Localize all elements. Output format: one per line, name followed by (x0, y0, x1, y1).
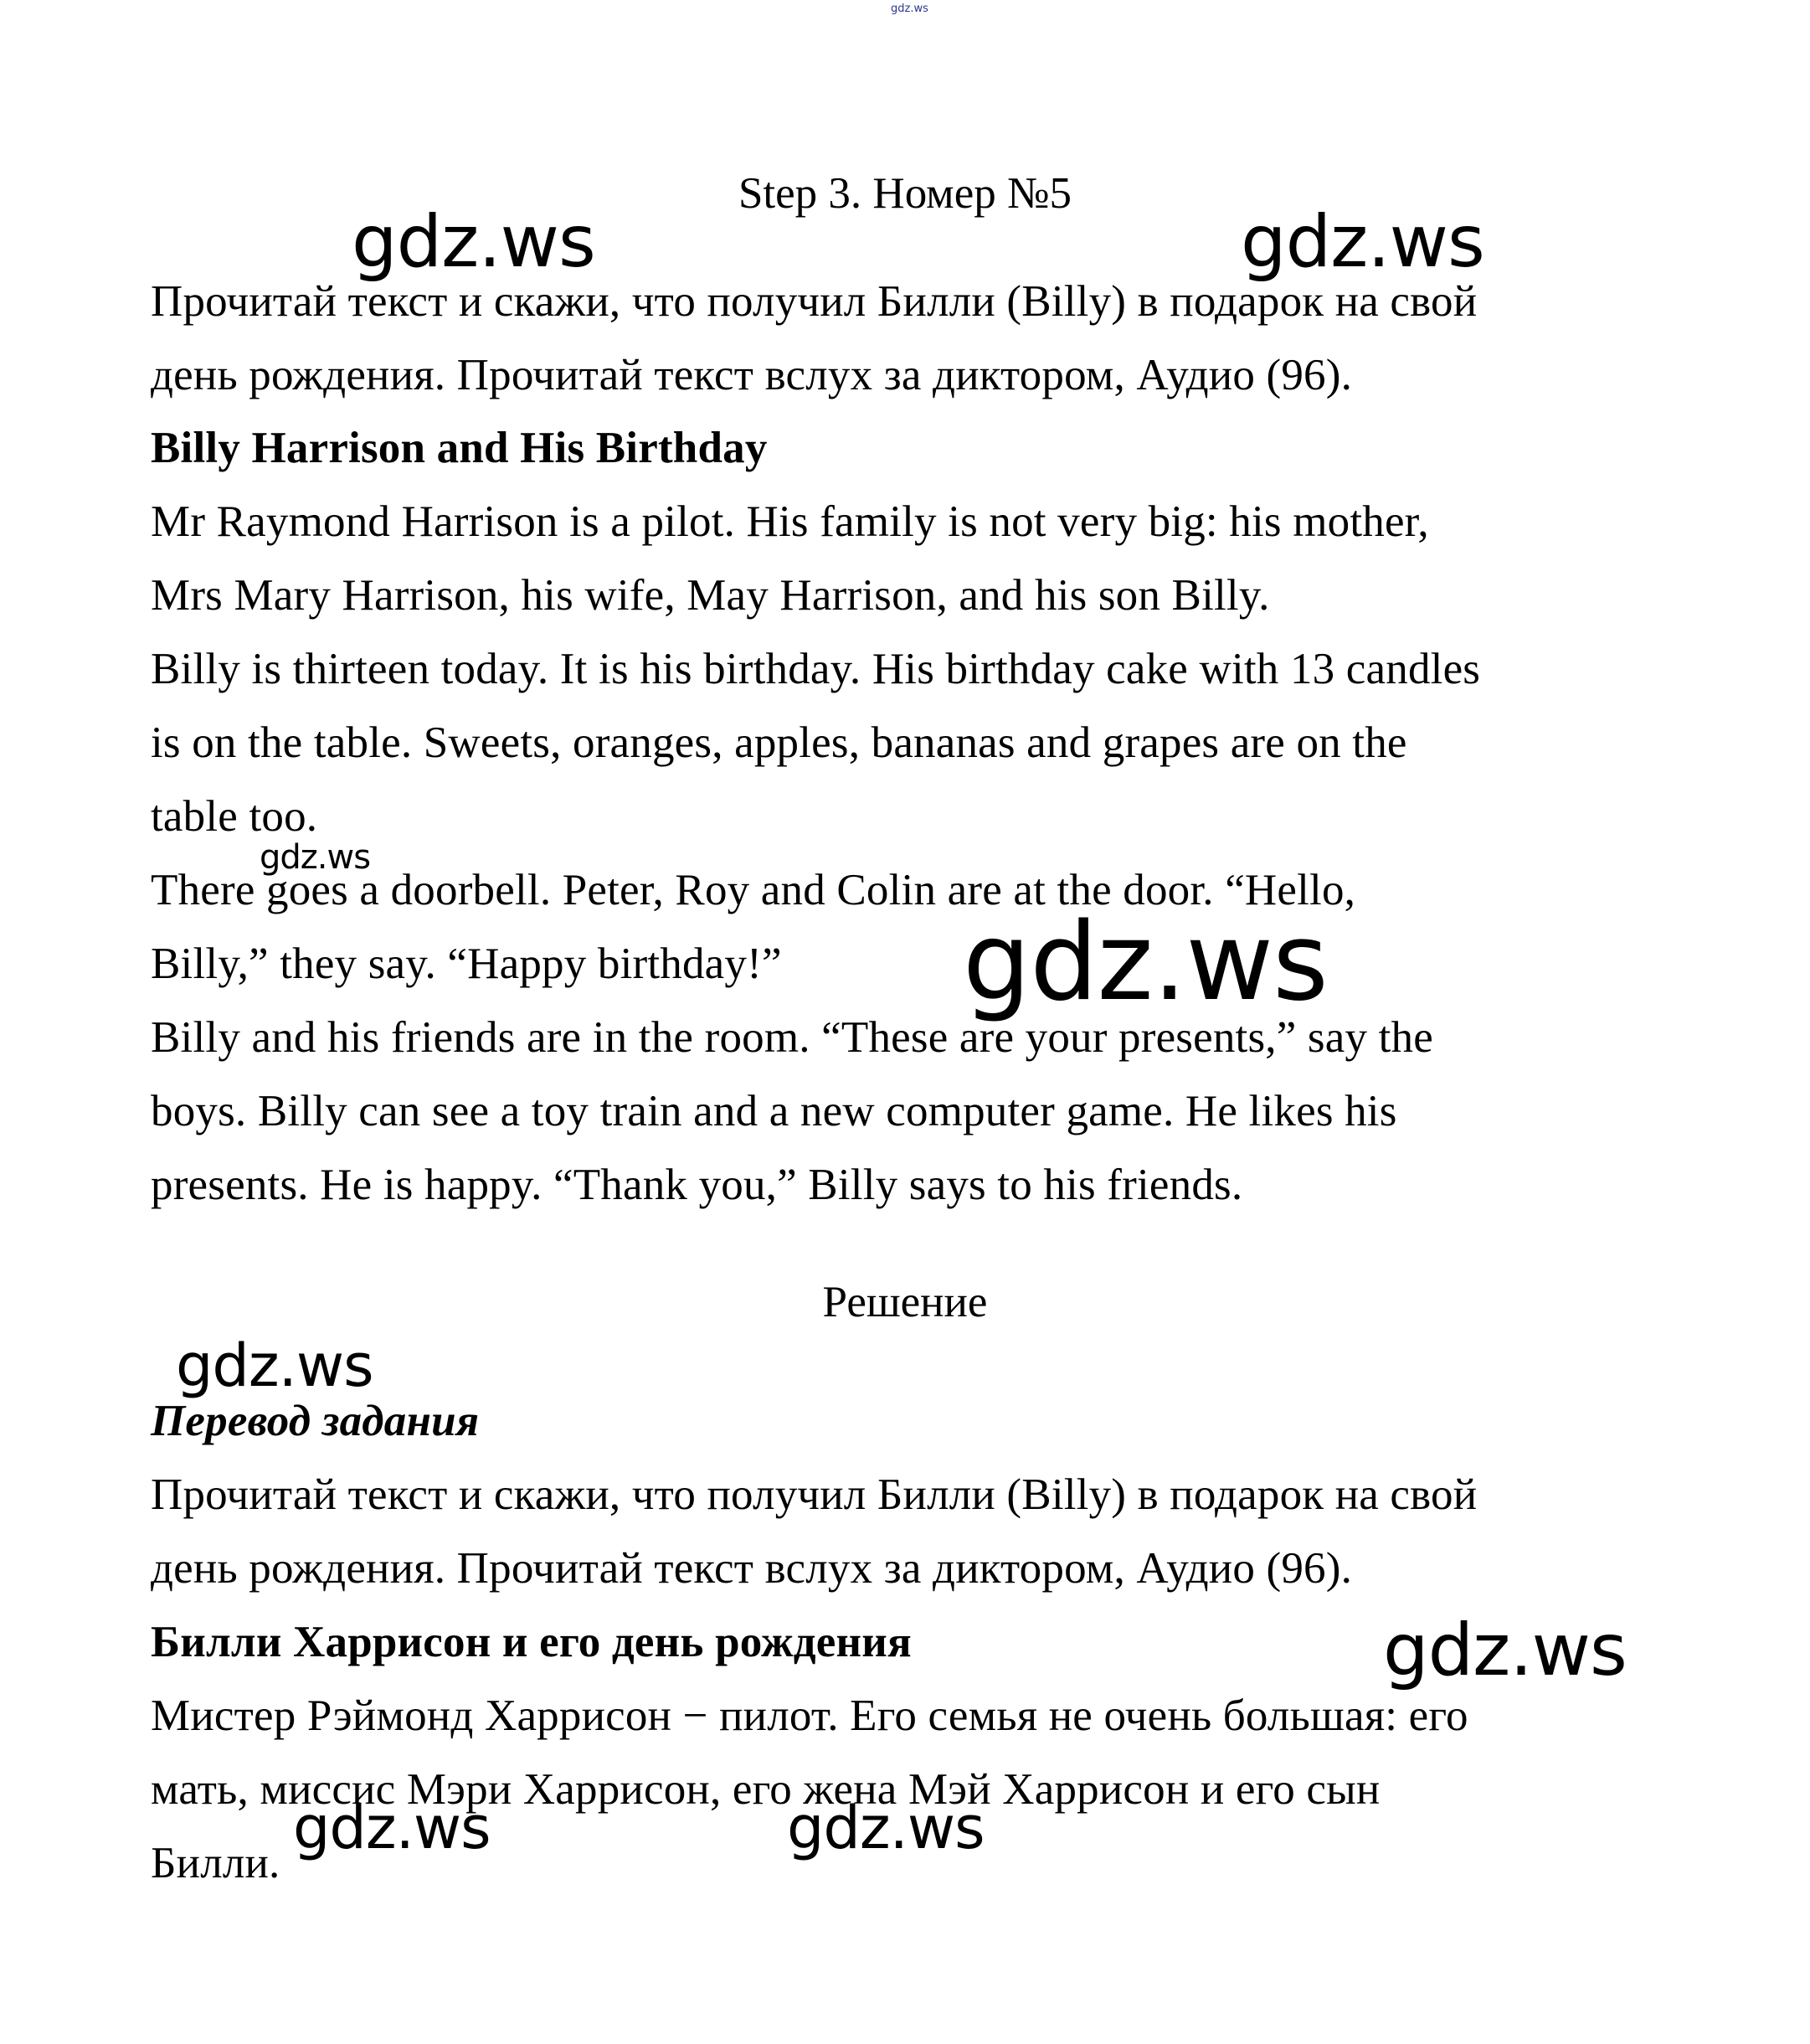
watermark: gdz.ws (787, 1794, 985, 1862)
watermark: gdz.ws (1383, 1609, 1627, 1692)
translated-story-line: Билли. (151, 1839, 280, 1887)
story-line: Billy,” they say. “Happy birthday!” (151, 940, 782, 988)
story-line: is on the table. Sweets, oranges, apples, bananas and grapes are on the (151, 718, 1407, 767)
page-title: Step 3. Номер №5 (738, 169, 1072, 218)
story-title: Billy Harrison and His Birthday (151, 424, 768, 472)
story-line: table too. (151, 792, 318, 841)
top-watermark: gdz.ws (891, 3, 928, 15)
translated-task-line-1: Прочитай текст и скажи, что получил Билли (Billy) в подарок на свой (151, 1470, 1478, 1519)
watermark: gdz.ws (176, 1331, 373, 1400)
story-line: There goes a doorbell. Peter, Roy and Colin are at the door. “Hello, (151, 866, 1356, 914)
task-line-1: Прочитай текст и скажи, что получил Билли (Billy) в подарок на свой (151, 277, 1478, 326)
watermark: gdz.ws (352, 200, 595, 284)
story-line: Billy and his friends are in the room. “These are your presents,” say the (151, 1013, 1433, 1062)
solution-heading: Решение (822, 1278, 988, 1326)
story-line: boys. Billy can see a toy train and a new computer game. He likes his (151, 1087, 1397, 1135)
story-line: Mrs Mary Harrison, his wife, May Harrison, and his son Billy. (151, 571, 1270, 620)
story-line: presents. He is happy. “Thank you,” Billy says to his friends. (151, 1161, 1243, 1209)
translated-story-line: Мистер Рэймонд Харрисон − пилот. Его семья не очень большая: его (151, 1691, 1468, 1740)
watermark: gdz.ws (293, 1794, 491, 1862)
watermark: gdz.ws (963, 900, 1328, 1025)
watermark: gdz.ws (1241, 200, 1484, 284)
translated-task-line-2: день рождения. Прочитай текст вслух за диктором, Аудио (96). (151, 1544, 1353, 1593)
story-line: Mr Raymond Harrison is a pilot. His family is not very big: his mother, (151, 497, 1429, 546)
translation-heading: Перевод задания (151, 1397, 480, 1445)
translated-story-line: мать, миссис Мэри Харрисон, его жена Мэй Харрисон и его сын (151, 1765, 1381, 1814)
task-line-2: день рождения. Прочитай текст вслух за диктором, Аудио (96). (151, 351, 1353, 399)
watermark: gdz.ws (260, 838, 371, 877)
translated-story-title: Билли Харрисон и его день рождения (151, 1618, 912, 1666)
story-line: Billy is thirteen today. It is his birthday. His birthday cake with 13 candles (151, 645, 1481, 693)
